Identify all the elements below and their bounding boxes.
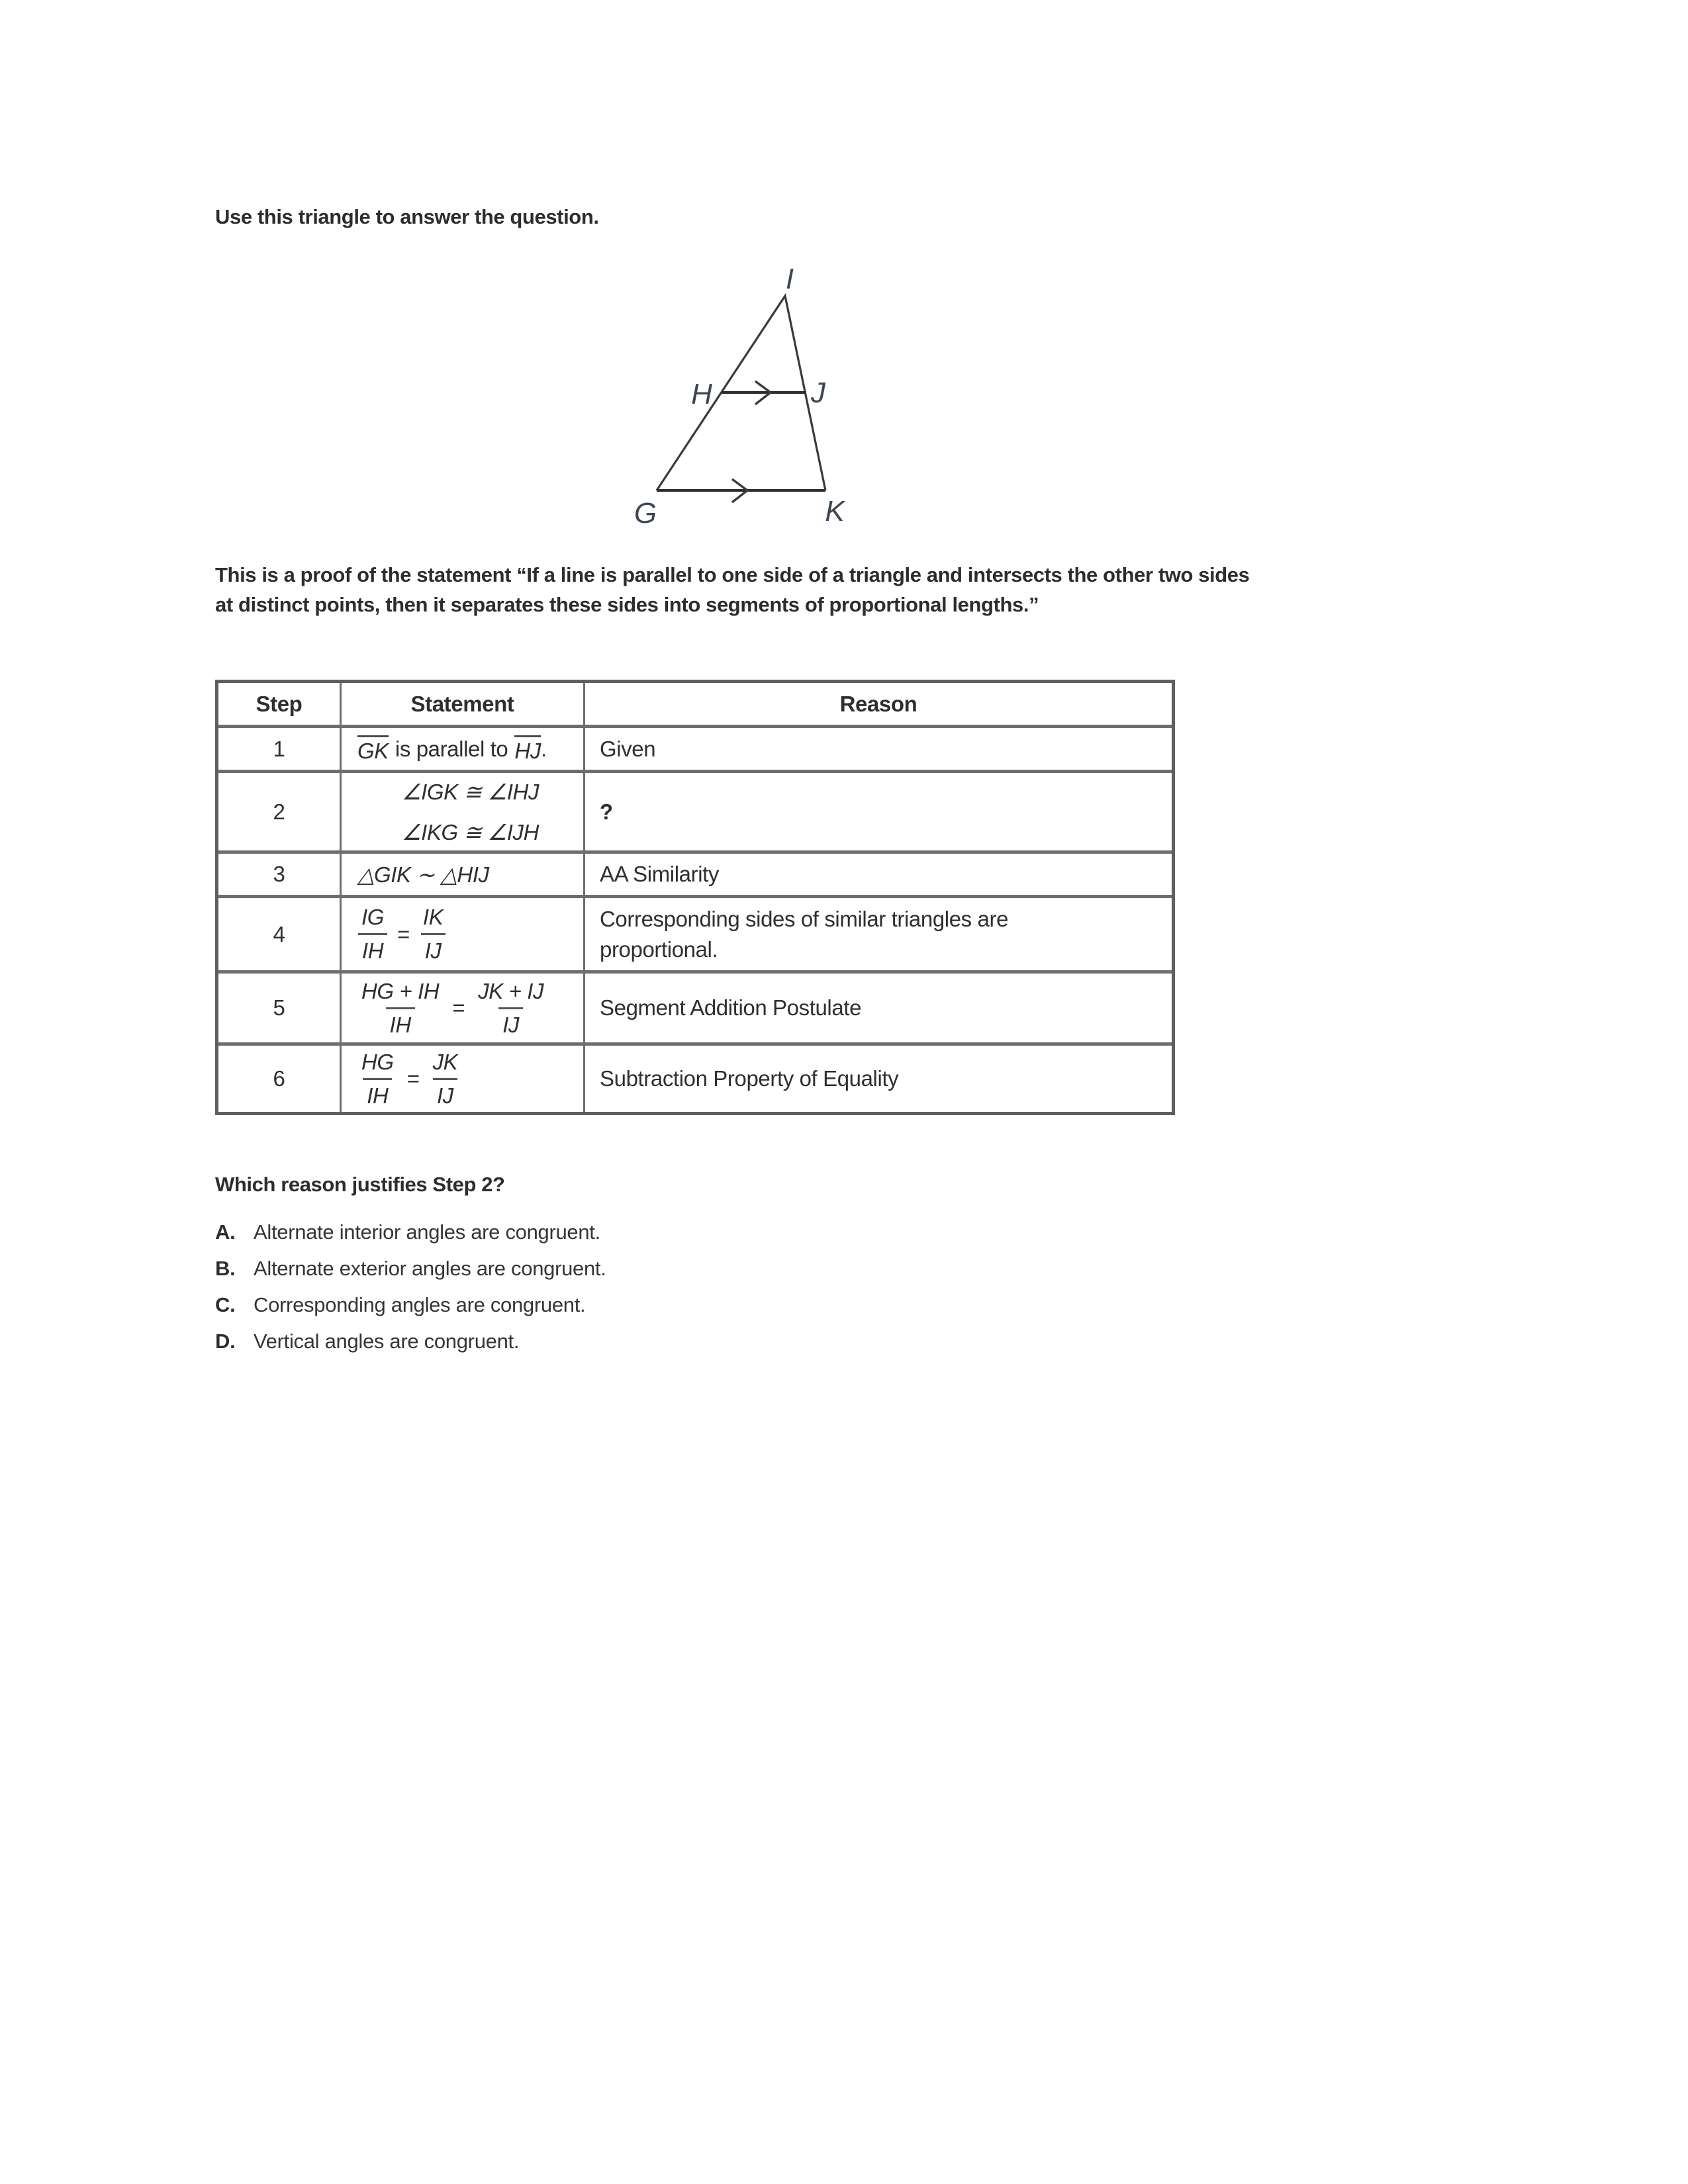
- angle-congruence-2: ∠IKG ≅ ∠IJH: [401, 819, 539, 844]
- proof-intro-text: This is a proof of the statement “If a line is parallel to one side of a triangle and intersects the other two sides at distinct points, then it separates these sides into segments of proportional lengths.”: [215, 563, 1250, 616]
- fraction: $\frac{IG}{IH}$: [357, 905, 388, 964]
- equals-sign: =: [452, 995, 465, 1020]
- statement-period: .: [540, 736, 547, 761]
- fraction: $\frac{JK + IJ}{IJ}$: [478, 978, 544, 1037]
- table-row-4: [218, 895, 1172, 970]
- triangle-diagram: [616, 258, 894, 543]
- vertex-label-i: I: [785, 263, 794, 295]
- vertex-label-h: H: [691, 378, 712, 410]
- choice-c-text: Corresponding angles are congruent.: [254, 1293, 586, 1316]
- table-row-1: [218, 725, 1172, 770]
- question-text: Which reason justifies Step 2?: [215, 1173, 505, 1196]
- choice-a: [215, 1219, 606, 1246]
- vertex-label-j: J: [811, 377, 825, 409]
- choice-d: [215, 1328, 606, 1355]
- answer-choices: [215, 1219, 606, 1365]
- reason-cell: ?: [600, 799, 613, 824]
- equals-sign: =: [397, 921, 410, 946]
- overline-hj: HJ: [514, 735, 541, 763]
- equals-sign: =: [406, 1066, 420, 1091]
- vertex-label-g: G: [633, 497, 657, 529]
- reason-cell: Subtraction Property of Equality: [600, 1066, 899, 1091]
- table-row-6: [218, 1042, 1172, 1112]
- choice-d-letter: D.: [215, 1330, 236, 1353]
- step-cell: 3: [218, 854, 342, 895]
- choice-a-text: Alternate interior angles are congruent.: [254, 1220, 600, 1244]
- statement-mid-text: is parallel to: [395, 736, 508, 761]
- reason-cell: Given: [600, 736, 656, 761]
- header-statement: Statement: [342, 683, 585, 725]
- table-row-3: [218, 850, 1172, 895]
- table-row-2: [218, 770, 1172, 850]
- fraction: $\frac{HG}{IH}$: [361, 1049, 394, 1108]
- fraction: $\frac{IK}{IJ}$: [419, 905, 447, 964]
- step-cell: 4: [218, 898, 342, 970]
- step-cell: 2: [218, 773, 342, 850]
- table-header-row: [218, 683, 1172, 725]
- choice-c: [215, 1292, 606, 1318]
- header-reason: Reason: [839, 691, 917, 716]
- table-row-5: [218, 970, 1172, 1042]
- reason-cell: AA Similarity: [600, 862, 720, 886]
- statement-cell: [342, 898, 585, 970]
- choice-b-letter: B.: [215, 1257, 236, 1280]
- fraction: $\frac{HG + IH}{IH}$: [361, 978, 440, 1037]
- reason-cell: Corresponding sides of similar triangles are proportional.: [600, 906, 1009, 962]
- vertex-label-k: K: [825, 495, 845, 527]
- statement-cell: [342, 1046, 585, 1112]
- header-step: Step: [218, 683, 342, 725]
- step-cell: 5: [218, 974, 342, 1042]
- choice-c-letter: C.: [215, 1293, 236, 1316]
- statement-cell: [342, 974, 585, 1042]
- overline-gk: GK: [357, 735, 389, 763]
- statement-cell: △GIK ∼ △HIJ: [342, 854, 585, 895]
- reason-cell: Segment Addition Postulate: [600, 995, 862, 1020]
- choice-b-text: Alternate exterior angles are congruent.: [254, 1257, 606, 1280]
- choice-a-letter: A.: [215, 1220, 236, 1244]
- proof-table: [215, 680, 1175, 1115]
- statement-cell: [342, 728, 585, 770]
- fraction: $\frac{JK}{IJ}$: [432, 1049, 458, 1108]
- instruction-text: Use this triangle to answer the question.: [215, 205, 599, 228]
- choice-d-text: Vertical angles are congruent.: [254, 1330, 520, 1353]
- statement-cell: [342, 773, 585, 850]
- choice-b: [215, 1255, 606, 1282]
- step-cell: 1: [218, 728, 342, 770]
- angle-congruence-1: ∠IGK ≅ ∠IHJ: [401, 779, 539, 804]
- step-cell: 6: [218, 1046, 342, 1112]
